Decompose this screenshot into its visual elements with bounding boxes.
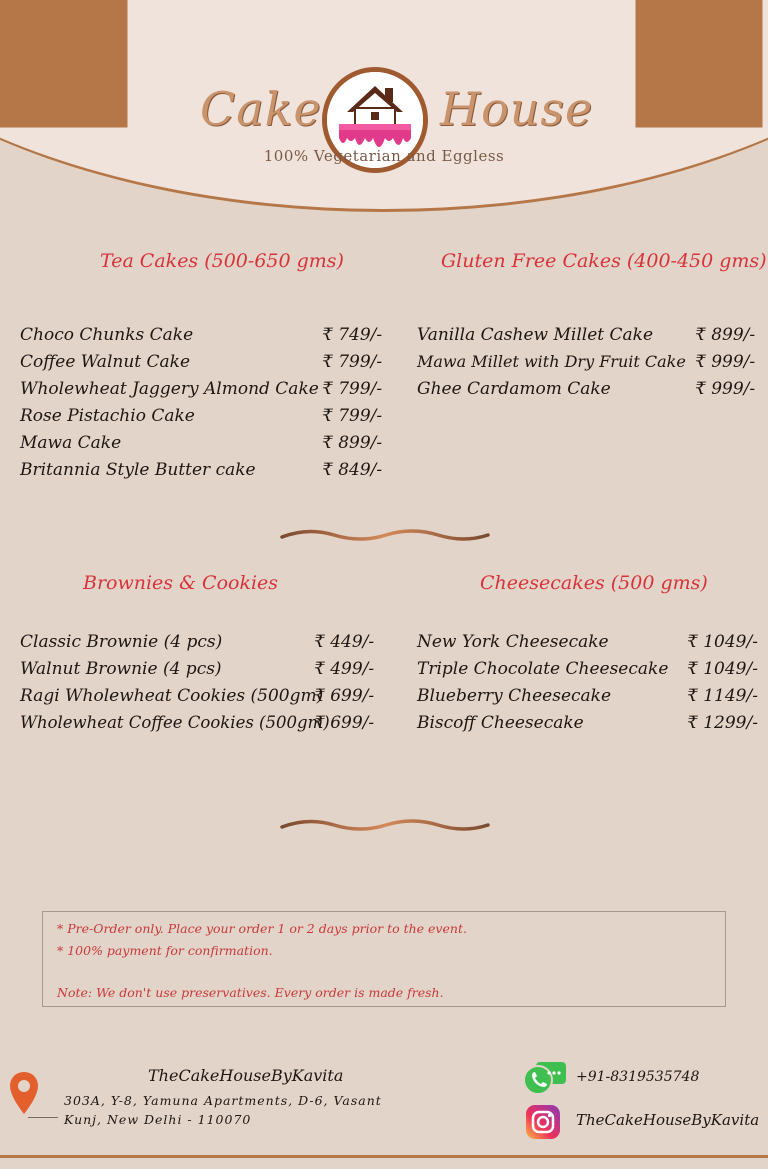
item-name: Triple Chocolate Cheesecake xyxy=(417,659,669,679)
instagram-handle[interactable]: TheCakeHouseByKavita xyxy=(576,1111,760,1129)
menu-item xyxy=(417,686,762,713)
item-price: ₹ 499/- xyxy=(314,659,375,679)
business-name: TheCakeHouseByKavita xyxy=(148,1066,344,1085)
note-preservatives: Note: We don't use preservatives. Every order is made fresh. xyxy=(57,985,444,1000)
menu-item xyxy=(20,713,390,740)
section-title-gluten-free: Gluten Free Cakes (400-450 gms) xyxy=(441,250,767,272)
item-name: Ragi Wholewheat Cookies (500gm) xyxy=(20,686,324,706)
item-price: ₹ 799/- xyxy=(322,379,383,399)
section-title-tea-cakes: Tea Cakes (500-650 gms) xyxy=(100,250,344,272)
item-price: ₹ 699/- xyxy=(314,713,375,733)
menu-item xyxy=(20,433,390,460)
tagline: 100% Vegetarian and Eggless xyxy=(263,147,505,165)
menu-item xyxy=(417,632,762,659)
item-price: ₹ 699/- xyxy=(314,686,375,706)
menu-item xyxy=(20,352,390,379)
menu-item xyxy=(20,460,390,487)
order-notes-box xyxy=(42,911,726,1007)
section-title-brownies-cookies: Brownies & Cookies xyxy=(83,572,279,594)
footer-rule xyxy=(0,1155,768,1158)
wave-divider xyxy=(280,815,490,835)
phone-number[interactable]: +91-8319535748 xyxy=(576,1069,700,1085)
item-price: ₹ 449/- xyxy=(314,632,375,652)
item-price: ₹ 1049/- xyxy=(687,659,758,679)
menu-item xyxy=(20,325,390,352)
item-name: Biscoff Cheesecake xyxy=(417,713,584,733)
menu-item xyxy=(417,352,762,379)
section-title-cheesecakes: Cheesecakes (500 gms) xyxy=(480,572,708,594)
instagram-icon[interactable] xyxy=(525,1104,561,1140)
item-price: ₹ 799/- xyxy=(322,406,383,426)
pin-underline xyxy=(28,1117,58,1118)
item-name: Choco Chunks Cake xyxy=(20,325,194,345)
item-price: ₹ 1049/- xyxy=(687,632,758,652)
item-name: Ghee Cardamom Cake xyxy=(417,379,611,399)
brand-word-cake: Cake xyxy=(200,82,322,136)
item-name: Britannia Style Butter cake xyxy=(20,460,256,480)
menu-list-tea-cakes xyxy=(20,325,390,487)
note-preorder: * Pre-Order only. Place your order 1 or 2 days prior to the event. xyxy=(57,921,467,936)
item-name: Vanilla Cashew Millet Cake xyxy=(417,325,653,345)
brand-word-house: House xyxy=(440,82,594,136)
menu-item xyxy=(417,325,762,352)
item-name: Rose Pistachio Cake xyxy=(20,406,195,426)
item-name: Wholewheat Jaggery Almond Cake xyxy=(20,379,319,399)
menu-item xyxy=(20,632,390,659)
map-pin-icon xyxy=(8,1070,40,1118)
item-price: ₹ 999/- xyxy=(695,379,756,399)
note-payment: * 100% payment for confirmation. xyxy=(57,943,273,958)
menu-item xyxy=(417,659,762,686)
item-name: Mawa Millet with Dry Fruit Cake xyxy=(417,352,686,371)
item-name: New York Cheesecake xyxy=(417,632,609,652)
item-name: Mawa Cake xyxy=(20,433,122,453)
wave-divider xyxy=(280,525,490,545)
menu-list-brownies xyxy=(20,632,390,740)
logo xyxy=(0,30,768,150)
item-price: ₹ 799/- xyxy=(322,352,383,372)
menu-list-cheesecakes xyxy=(417,632,762,740)
item-price: ₹ 899/- xyxy=(695,325,756,345)
menu-item xyxy=(417,379,762,406)
business-address: 303A, Y-8, Yamuna Apartments, D-6, Vasant Kunj, New Delhi - 110070 xyxy=(64,1093,382,1127)
menu-item xyxy=(20,379,390,406)
item-price: ₹ 899/- xyxy=(322,433,383,453)
menu-item xyxy=(20,659,390,686)
item-price: ₹ 749/- xyxy=(322,325,383,345)
whatsapp-icon[interactable] xyxy=(522,1060,568,1098)
item-price: ₹ 849/- xyxy=(322,460,383,480)
item-price: ₹ 1149/- xyxy=(687,686,758,706)
menu-item xyxy=(417,713,762,740)
item-price: ₹ 1299/- xyxy=(687,713,758,733)
item-name: Wholewheat Coffee Cookies (500gm) xyxy=(20,713,330,732)
item-name: Classic Brownie (4 pcs) xyxy=(20,632,223,652)
menu-item xyxy=(20,406,390,433)
item-price: ₹ 999/- xyxy=(695,352,756,372)
menu-list-gluten-free xyxy=(417,325,762,406)
item-name: Coffee Walnut Cake xyxy=(20,352,191,372)
item-name: Blueberry Cheesecake xyxy=(417,686,612,706)
item-name: Walnut Brownie (4 pcs) xyxy=(20,659,222,679)
menu-item xyxy=(20,686,390,713)
